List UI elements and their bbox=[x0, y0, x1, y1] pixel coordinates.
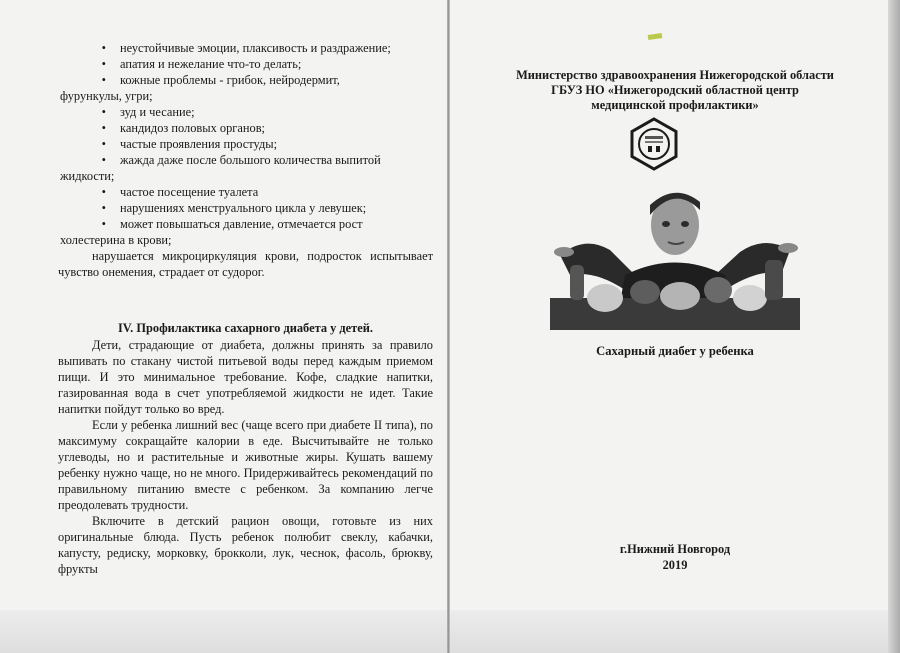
symptom-list-3 bbox=[58, 184, 433, 232]
city-name: г.Нижний Новгород bbox=[619, 542, 731, 556]
cover-page bbox=[455, 0, 887, 610]
ministry-line: медицинской профилактики» bbox=[591, 98, 759, 112]
paragraph: Включите в детский рацион овощи, готовьте из них оригинальные блюда. Пусть ребенок полюбит свеклу, кабачки, капусту, редиску, морковку, брокколи, лук, чеснок, фасоль, брюкву, фрукты bbox=[58, 514, 433, 576]
list-item: • частые проявления простуды; bbox=[101, 137, 278, 151]
left-page bbox=[58, 40, 433, 577]
paragraph: Дети, страдающие от диабета, должны принять за правило выпивать по стакану чистой питьевой воды перед каждым приемом пищи. И это минимальное требование. Кофе, сладкие напитки, газированная вода в счет употребляемой жидкости не идет. Такие напитки пойдут только во вред. bbox=[58, 338, 433, 416]
list-item: • нарушениях менструального цикла у левушек; bbox=[101, 201, 367, 215]
list-continuation: холестерина в крови; bbox=[60, 233, 172, 247]
symptom-list-1 bbox=[58, 40, 433, 88]
paragraph: Если у ребенка лишний вес (чаще всего при диабете II типа), по максимуму сокращайте калории в еде. Высчитывайте не только углеводы, но и растительные и животные жиры. Кушать вашему ребенку нужно чаще, но не много. Придерживайтесь рекомендаций по правильному питанию вместе с ребенком. За компанию легче преодолевать трудности. bbox=[58, 418, 433, 512]
brochure-title: Сахарный диабет у ребенка bbox=[596, 344, 754, 358]
list-item: • кандидоз половых органов; bbox=[101, 121, 265, 135]
publication-place bbox=[485, 541, 865, 573]
list-item: • жажда даже после большого количества выпитой bbox=[101, 153, 381, 167]
list-item: • кожные проблемы - грибок, нейродермит, bbox=[101, 73, 340, 87]
list-item: • может повышаться давление, отмечается рост bbox=[101, 217, 363, 231]
list-item: • частое посещение туалета bbox=[101, 185, 259, 199]
list-item: • неустойчивые эмоции, плаксивость и раздражение; bbox=[101, 41, 391, 55]
scan-bottom-margin bbox=[0, 610, 900, 653]
publication-year: 2019 bbox=[662, 558, 688, 572]
ministry-line: ГБУЗ НО «Нижегородский областной центр bbox=[551, 83, 799, 97]
list-item: • зуд и чесание; bbox=[101, 105, 195, 119]
symptom-list-2 bbox=[58, 104, 433, 168]
circulation-paragraph: нарушается микроциркуляция крови, подросток испытывает чувство онемения, страдает от судорог. bbox=[58, 249, 433, 279]
list-continuation: фурункулы, угри; bbox=[60, 89, 153, 103]
child-with-vegetables-photo bbox=[540, 180, 810, 330]
medical-prevention-logo-icon bbox=[627, 117, 681, 171]
list-item: • апатия и нежелание что-то делать; bbox=[101, 57, 302, 71]
list-continuation: жидкости; bbox=[60, 169, 115, 183]
ministry-header bbox=[485, 68, 865, 113]
section-title: IV. Профилактика сахарного диабета у детей. bbox=[117, 321, 374, 335]
ministry-line: Министерство здравоохранения Нижегородской области bbox=[516, 68, 834, 82]
scan-right-edge bbox=[888, 0, 900, 653]
page-fold bbox=[447, 0, 450, 653]
